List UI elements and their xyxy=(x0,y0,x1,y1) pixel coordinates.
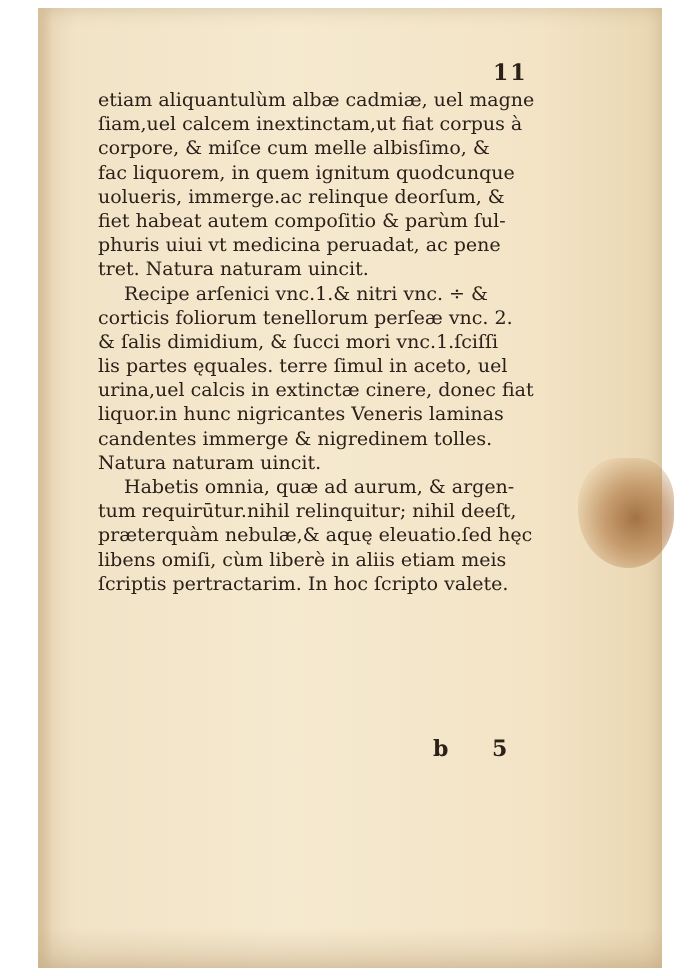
page-number: 11 xyxy=(493,60,528,86)
text-line: urina,uel calcis in extinctæ cinere, donec fiat xyxy=(98,379,534,402)
text-line: phuris uiui vt medicina peruadat, ac pene xyxy=(98,234,501,257)
text-line: Recipe arſenici vnc.1.& nitri vnc. ÷ & xyxy=(124,282,488,305)
text-line: libens omiſi, cùm liberè in aliis etiam meis xyxy=(98,548,507,571)
text-line: etiam aliquantulùm albæ cadmiæ, uel magne xyxy=(98,89,535,111)
text-line: corpore, & miſce cum melle albisſimo, & xyxy=(98,137,490,160)
text-line: Habetis omnia, quæ ad aurum, & argen- xyxy=(124,476,515,498)
text-line: liquor.in hunc nigricantes Veneris laminas xyxy=(98,403,504,426)
body-text xyxy=(98,88,568,596)
text-line: & ſalis dimidium, & ſucci mori vnc.1.ſciſſi xyxy=(98,330,499,353)
text-line: lis partes ęquales. terre ſimul in aceto, uel xyxy=(98,355,508,378)
text-line: candentes immerge & nigredinem tolles. xyxy=(98,427,493,450)
text-line: fac liquorem, in quem ignitum quodcunque xyxy=(98,161,515,184)
text-line: tum requirūtur.nihil relinquitur; nihil deeſt, xyxy=(98,500,517,523)
stain-mark xyxy=(578,458,674,568)
signature-mark: b 5 xyxy=(433,736,526,762)
page-gutter xyxy=(38,8,52,968)
text-line: Natura naturam uincit. xyxy=(98,451,322,474)
text-line: præterquàm nebulæ,& aquę eleuatio.ſed hęc xyxy=(98,524,533,547)
text-line: ſiam,uel calcem inextinctam,ut fiat corpus à xyxy=(98,113,523,136)
book-page xyxy=(38,8,662,968)
text-line: uolueris, immerge.ac relinque deorſum, & xyxy=(98,185,505,208)
margin-mark xyxy=(78,88,92,112)
text-line: corticis foliorum tenellorum perſeæ vnc. 2. xyxy=(98,306,513,329)
page-bottom-shade xyxy=(38,928,662,968)
text-line: tret. Natura naturam uincit. xyxy=(98,258,369,281)
text-line: ſcriptis pertractarim. In hoc ſcripto valete. xyxy=(98,572,509,595)
text-line: fiet habeat autem compoſitio & parùm ſul- xyxy=(98,209,506,232)
left-margin-marks xyxy=(78,88,92,112)
